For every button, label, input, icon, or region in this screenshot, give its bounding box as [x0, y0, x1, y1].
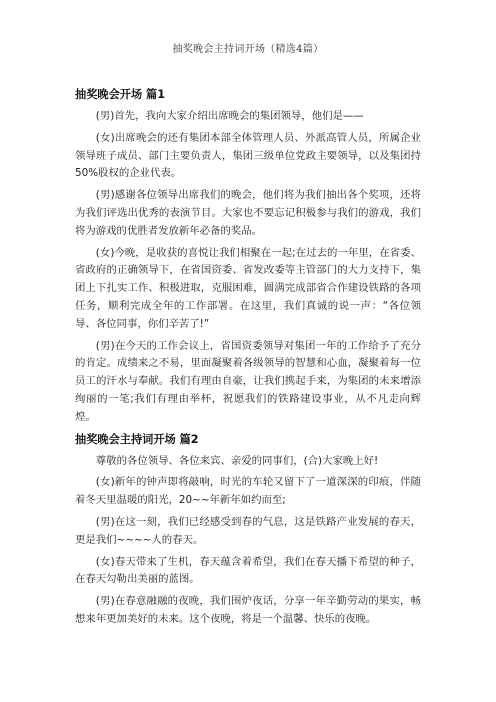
paragraph: (男)在今天的工作会议上，省国资委领导对集团一年的工作给予了充分的肯定。成绩来之不易，里面凝聚着各级领导的智慧和心血，凝聚着每一位员工的汗水与奉献。我们有理由自豪，让我们携起手来，为集团的未来增添绚丽的一笔;我们有理由举杯，祝愿我们的铁路建设事业，从不凡走向辉煌。: [75, 339, 421, 423]
paragraph: (男)在春意融融的夜晚，我们围炉夜话，分享一年辛勤劳动的果实，畅想来年更加美好的未来。这个夜晚，将是一个温馨、快乐的夜晚。: [75, 595, 421, 625]
document-body: [75, 86, 421, 633]
paragraph: (男)感谢各位领导出席我们的晚会，他们将为我们抽出各个奖项，还将为我们评选出优秀的表演节目。大家也不要忘记积极参与我们的游戏，我们将为游戏的优胜者发放新年必备的奖品。: [75, 189, 421, 237]
paragraph: (女)新年的钟声即将敲响，时光的车轮又留下了一道深深的印痕，伴随着冬天里温暖的阳光，20~~年新年如约而至;: [75, 476, 421, 507]
section-heading: 抽奖晚会主持词开场 篇2: [75, 432, 199, 446]
paragraph: (男)首先，我向大家介绍出席晚会的集团领导，他们是——: [95, 110, 364, 122]
paragraph: 尊敬的各位领导、各位来宾、亲爱的同事们，(合)大家晚上好!: [95, 454, 379, 467]
document-title: 抽奖晚会主持词开场（精选4篇）: [172, 44, 324, 55]
section-heading: 抽奖晚会开场 篇1: [75, 88, 165, 101]
paragraph: (女)今晚，是收获的喜悦让我们相聚在一起;在过去的一年里，在省委、省政府的正确领导下，在省国资委、省发改委等主管部门的大力支持下，集团上下扎实工作、积极进取，克服困难，圆满完成部省合作建设铁路的各项任务，顺利完成全年的工作部署。在这里，我们真诚的说一声：“各位领导、各位同事，你们辛苦了!”: [75, 246, 421, 330]
paragraph: (女)出席晚会的还有集团本部全体管理人员、外派高管人员，所属企业领导班子成员、部门主要负责人，集团三级单位党政主要领导，以及集团持50%股权的企业代表。: [75, 131, 421, 180]
paragraph: (男)在这一刻，我们已经感受到春的气息，这是铁路产业发展的春天，更是我们~~~~人的春天。: [75, 515, 421, 546]
paragraph: (女)春天带来了生机，春天蕴含着希望，我们在春天播下希望的种子，在春天勾勒出美丽的蓝图。: [75, 555, 421, 586]
